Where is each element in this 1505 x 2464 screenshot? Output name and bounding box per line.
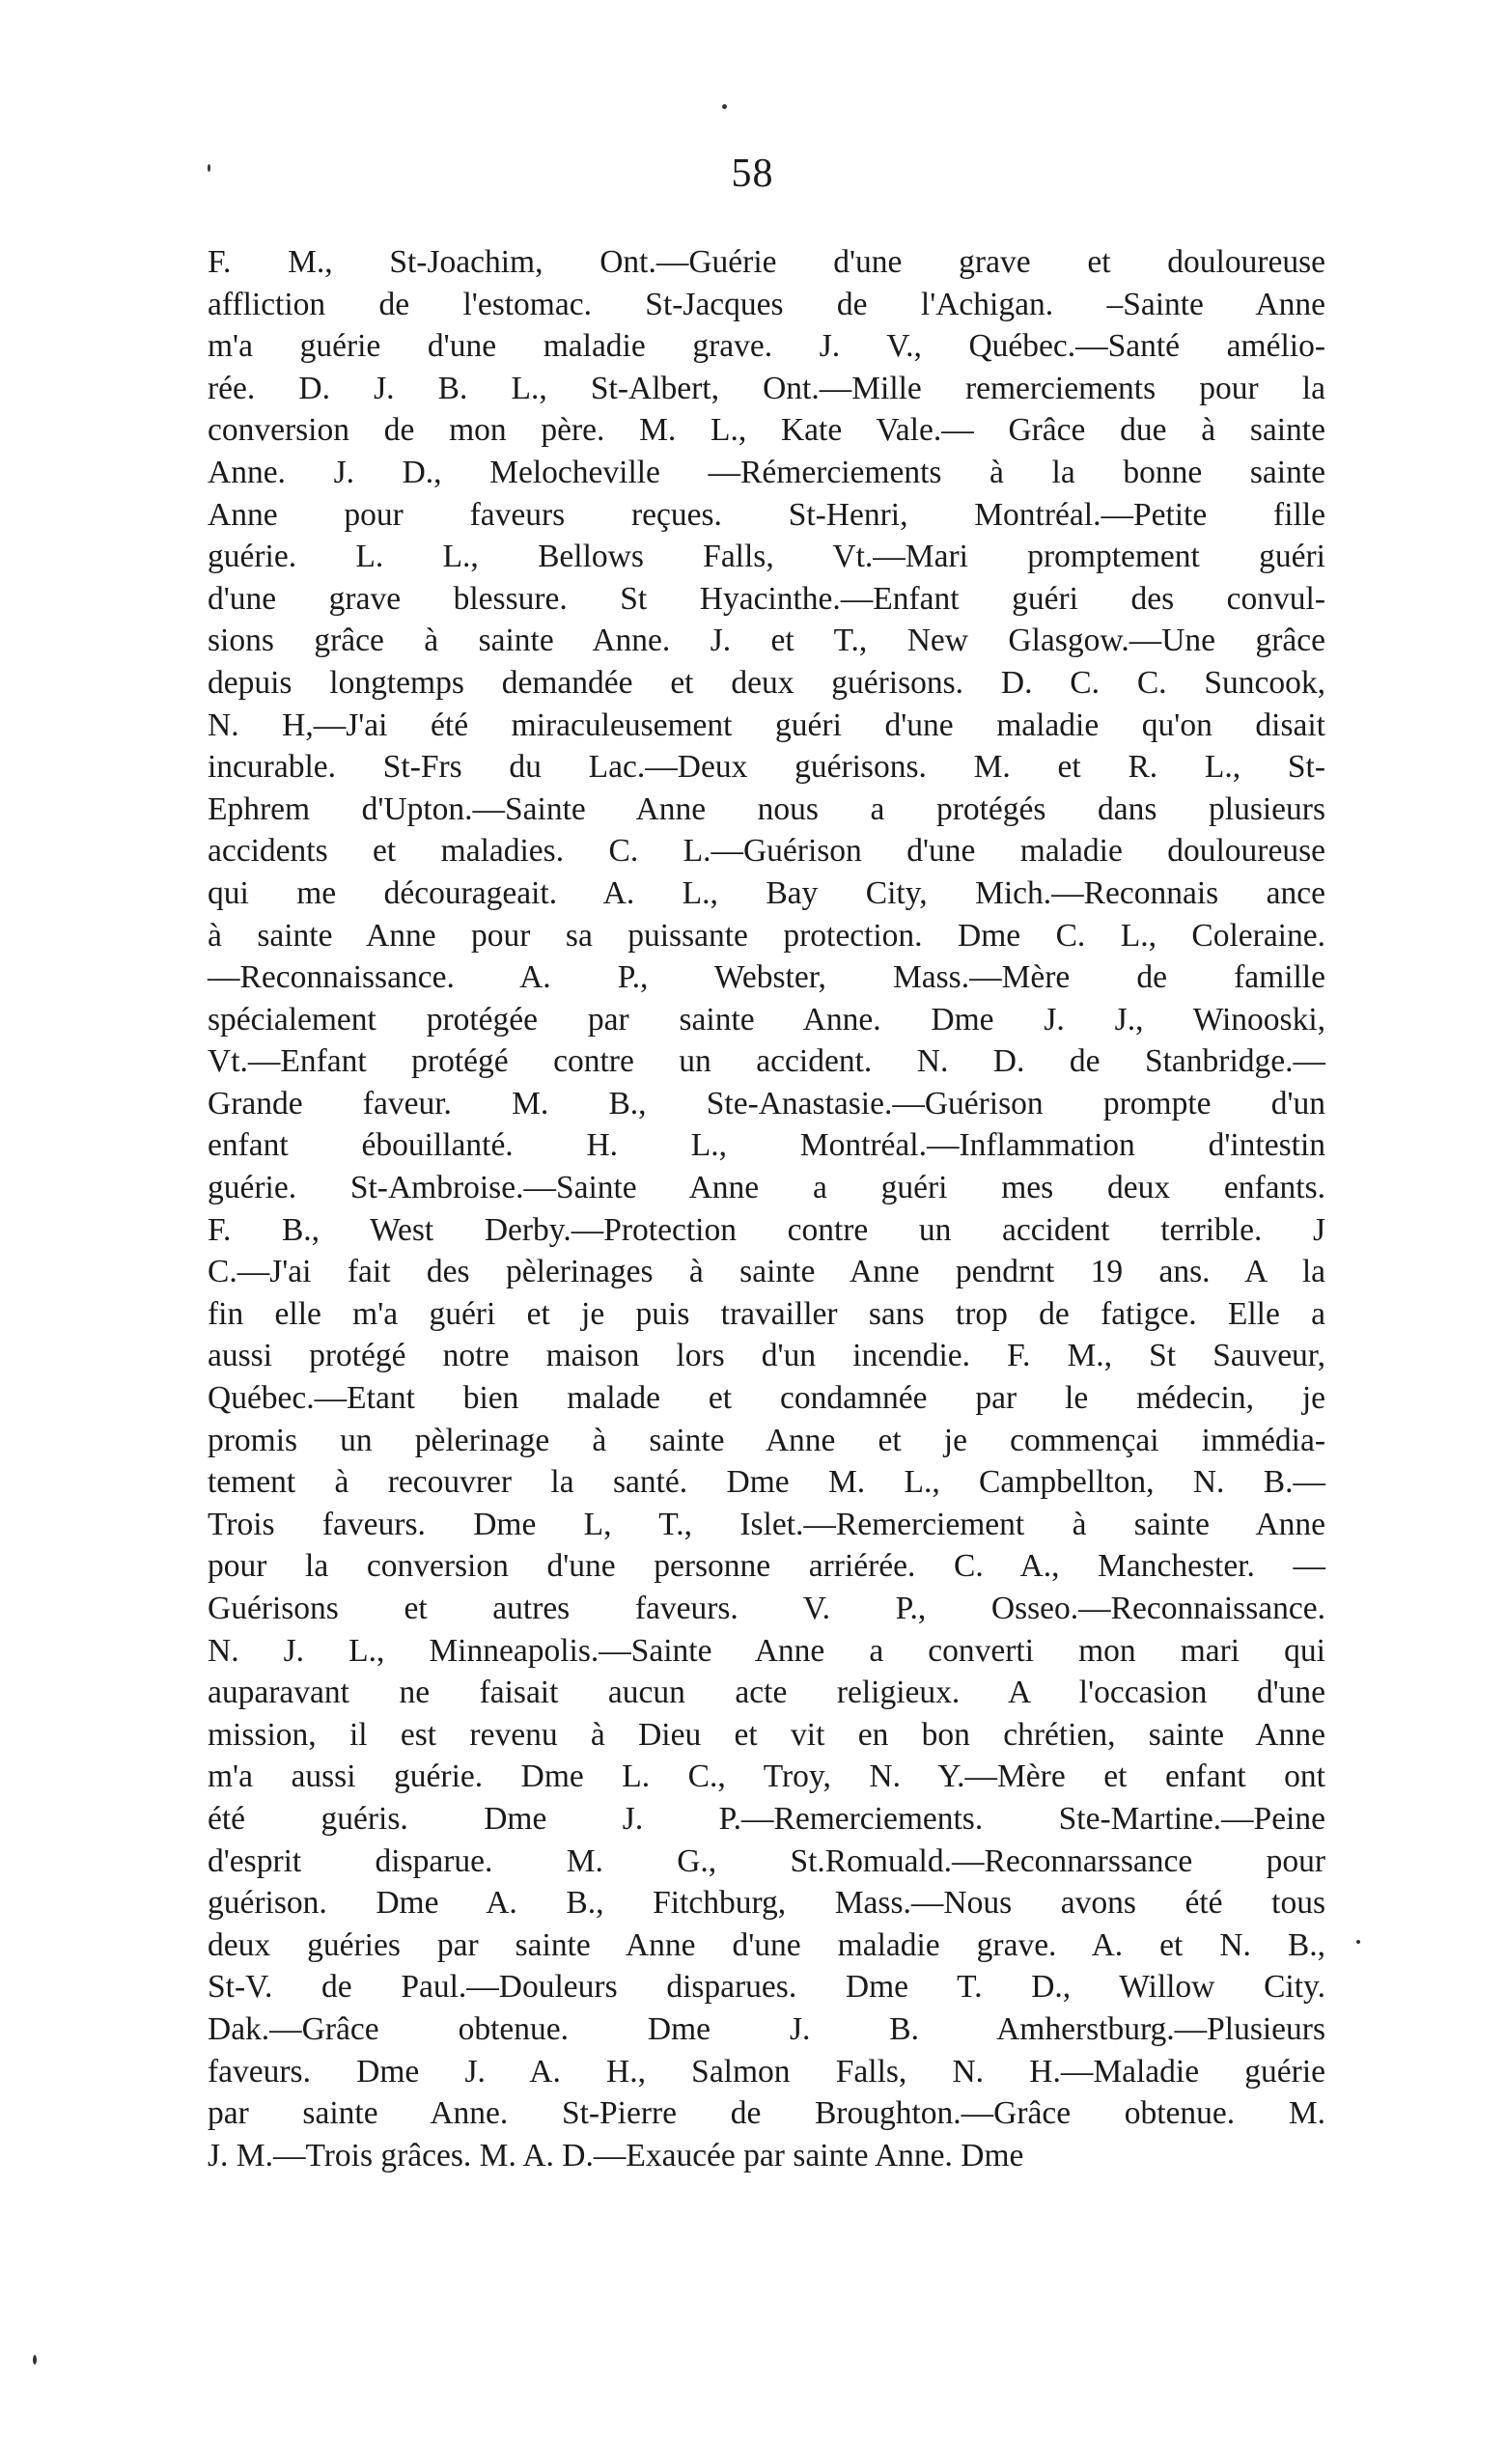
text-line: incurable. St-Frs du Lac.—Deux guérisons. M. et R. L., St- bbox=[208, 749, 1325, 786]
text-line: Trois faveurs. Dme L, T., Islet.—Remerciement à sainte Anne bbox=[208, 1506, 1325, 1542]
text-line: Vt.—Enfant protégé contre un accident. N. D. de Stanbridge.— bbox=[208, 1043, 1325, 1080]
text-line: d'une grave blessure. St Hyacinthe.—Enfant guéri des convul- bbox=[208, 580, 1325, 617]
text-line: Anne pour faveurs reçues. St-Henri, Montréal.—Petite fille bbox=[208, 496, 1325, 533]
text-line: fin elle m'a guéri et je puis travailler sans trop de fatigce. Elle a bbox=[208, 1295, 1325, 1332]
text-line: tement à recouvrer la santé. Dme M. L., Campbellton, N. B.— bbox=[208, 1464, 1325, 1501]
text-line: aussi protégé notre maison lors d'un incendie. F. M., St Sauveur, bbox=[208, 1338, 1325, 1374]
text-line: Dak.—Grâce obtenue. Dme J. B. Amherstburg.—Plusieurs bbox=[208, 2010, 1325, 2047]
text-line: qui me décourageait. A. L., Bay City, Mich.—Reconnais ance bbox=[208, 874, 1325, 911]
text-line: Grande faveur. M. B., Ste-Anastasie.—Guérison prompte d'un bbox=[208, 1085, 1325, 1121]
text-line: Ephrem d'Upton.—Sainte Anne nous a protégés dans plusieurs bbox=[208, 790, 1325, 827]
text-line: —Reconnaissance. A. P., Webster, Mass.—Mère de famille bbox=[208, 959, 1325, 996]
text-line: affliction de l'estomac. St-Jacques de l'Achigan. –Sainte Anne bbox=[208, 286, 1325, 322]
text-line: deux guéries par sainte Anne d'une maladie grave. A. et N. B., bbox=[208, 1926, 1325, 1963]
scan-speck bbox=[1356, 1940, 1360, 1944]
page-number: 58 bbox=[731, 152, 774, 196]
text-line: J. M.—Trois grâces. M. A. D.—Exaucée par sainte Anne. Dme bbox=[208, 2137, 1024, 2173]
body-text bbox=[208, 241, 1325, 2176]
text-line: N. H,—J'ai été miraculeusement guéri d'une maladie qu'on disait bbox=[208, 706, 1325, 743]
text-line: faveurs. Dme J. A. H., Salmon Falls, N. H.—Maladie guérie bbox=[208, 2053, 1325, 2090]
text-line: d'esprit disparue. M. G., St.Romuald.—Reconnarssance pour bbox=[208, 1842, 1325, 1879]
text-line: mission, il est revenu à Dieu et vit en bon chrétien, sainte Anne bbox=[208, 1716, 1325, 1753]
text-line: à sainte Anne pour sa puissante protection. Dme C. L., Coleraine. bbox=[208, 917, 1325, 954]
text-line: accidents et maladies. C. L.—Guérison d'une maladie douloureuse bbox=[208, 833, 1325, 870]
text-line: C.—J'ai fait des pèlerinages à sainte Anne pendrnt 19 ans. A la bbox=[208, 1254, 1325, 1290]
text-line: F. B., West Derby.—Protection contre un accident terrible. J bbox=[208, 1211, 1325, 1248]
text-line: guérison. Dme A. B., Fitchburg, Mass.—Nous avons été tous bbox=[208, 1885, 1325, 1922]
text-line: m'a aussi guérie. Dme L. C., Troy, N. Y.—Mère et enfant ont bbox=[208, 1758, 1325, 1795]
text-line: conversion de mon père. M. L., Kate Vale.— Grâce due à sainte bbox=[208, 412, 1325, 449]
scan-speck bbox=[33, 2355, 37, 2365]
text-line: F. M., St-Joachim, Ont.—Guérie d'une grave et douloureuse bbox=[208, 244, 1325, 280]
text-line: N. J. L., Minneapolis.—Sainte Anne a converti mon mari qui bbox=[208, 1632, 1325, 1669]
text-line: auparavant ne faisait aucun acte religieux. A l'occasion d'une bbox=[208, 1675, 1325, 1711]
text-line: St-V. de Paul.—Douleurs disparues. Dme T. D., Willow City. bbox=[208, 1969, 1325, 2006]
text-line: été guéris. Dme J. P.—Remerciements. Ste-Martine.—Peine bbox=[208, 1800, 1325, 1837]
text-line: m'a guérie d'une maladie grave. J. V., Québec.—Santé amélio- bbox=[208, 328, 1325, 365]
scan-speck bbox=[722, 104, 727, 109]
text-line: rée. D. J. B. L., St-Albert, Ont.—Mille remerciements pour la bbox=[208, 370, 1325, 406]
text-line: guérie. St-Ambroise.—Sainte Anne a guéri mes deux enfants. bbox=[208, 1170, 1325, 1206]
text-line: par sainte Anne. St-Pierre de Broughton.—Grâce obtenue. M. bbox=[208, 2095, 1325, 2132]
text-line: Anne. J. D., Melocheville —Rémerciements à la bonne sainte bbox=[208, 454, 1325, 490]
text-line: promis un pèlerinage à sainte Anne et je commençai immédia- bbox=[208, 1422, 1325, 1458]
text-line: guérie. L. L., Bellows Falls, Vt.—Mari promptement guéri bbox=[208, 539, 1325, 575]
text-line: enfant ébouillanté. H. L., Montréal.—Inflammation d'intestin bbox=[208, 1127, 1325, 1164]
text-line: depuis longtemps demandée et deux guérisons. D. C. C. Suncook, bbox=[208, 664, 1325, 701]
text-line: pour la conversion d'une personne arriérée. C. A., Manchester. — bbox=[208, 1548, 1325, 1585]
text-line: Québec.—Etant bien malade et condamnée par le médecin, je bbox=[208, 1380, 1325, 1417]
text-line: Guérisons et autres faveurs. V. P., Osseo.—Reconnaissance. bbox=[208, 1591, 1325, 1626]
text-line: spécialement protégée par sainte Anne. Dme J. J., Winooski, bbox=[208, 1001, 1325, 1038]
text-line: sions grâce à sainte Anne. J. et T., New Glasgow.—Une grâce bbox=[208, 623, 1325, 659]
